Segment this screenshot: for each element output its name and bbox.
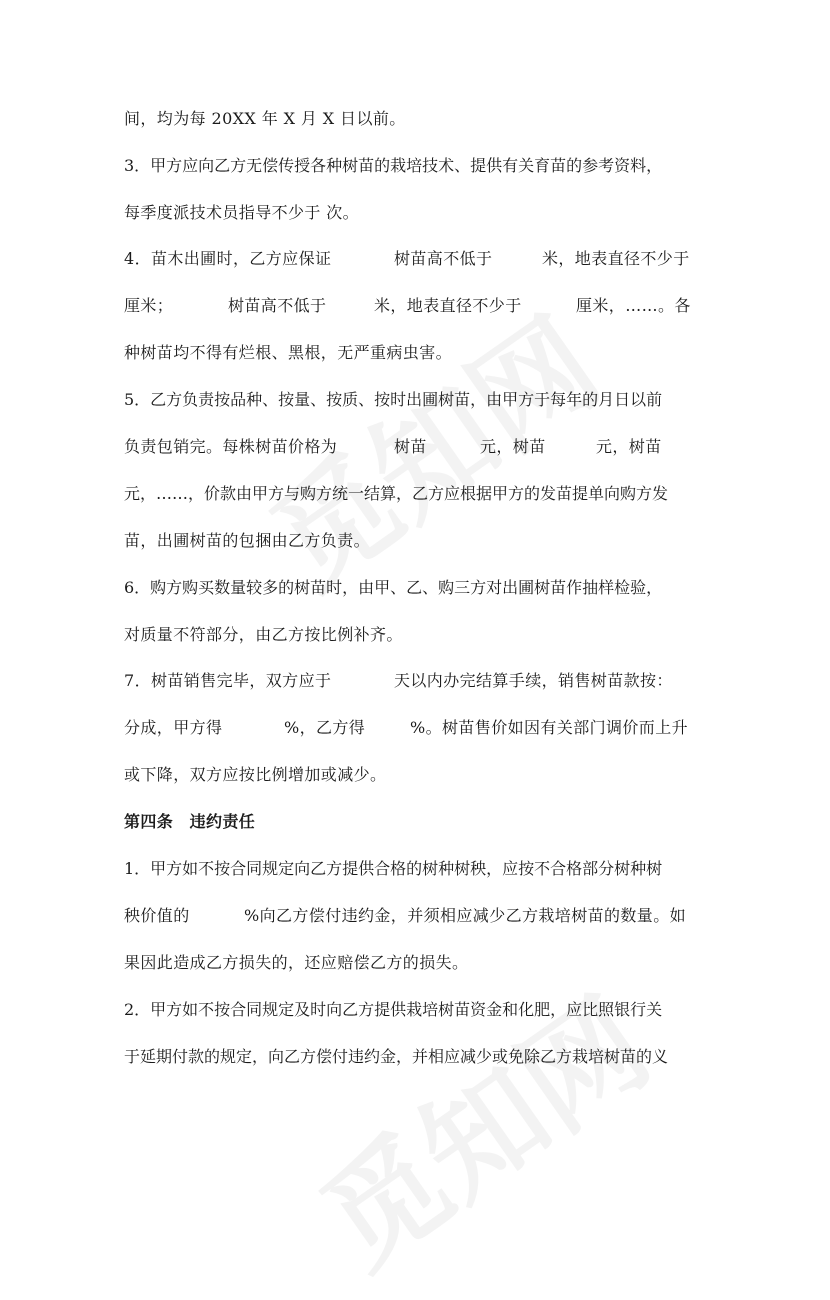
text-segment: 秧价值的 bbox=[124, 906, 190, 925]
text-line: 对质量不符部分，由乙方按比例补齐。 bbox=[124, 625, 403, 644]
text-line bbox=[124, 577, 694, 599]
text-line bbox=[124, 155, 694, 177]
text-line bbox=[124, 389, 694, 411]
text-line-content: 5．乙方负责按品种、按量、按质、按时出圃树苗，由甲方于每年的月日以前 bbox=[124, 390, 663, 409]
text-line-content: 6．购方购买数量较多的树苗时，由甲、乙、购三方对出圃树苗作抽样检验， bbox=[124, 578, 663, 597]
text-line bbox=[124, 1046, 694, 1068]
text-segment: 米，地表直径不少于 bbox=[542, 249, 690, 268]
text-segment: %向乙方偿付违约金，并须相应减少乙方栽培树苗的数量。如 bbox=[244, 906, 687, 925]
text-line-content: 于延期付款的规定，向乙方偿付违约金，并相应减少或免除乙方栽培树苗的义 bbox=[124, 1047, 669, 1066]
text-segment: 厘米，……。各 bbox=[576, 296, 691, 315]
text-segment: %。树苗售价如因有关部门调价而上升 bbox=[410, 718, 689, 737]
text-line bbox=[124, 858, 694, 880]
text-segment: 元，树苗 bbox=[596, 437, 662, 456]
text-line: 间，均为每 20XX 年 X 月 X 日以前。 bbox=[124, 109, 406, 128]
text-segment: %，乙方得 bbox=[284, 718, 366, 737]
text-line: 苗，出圃树苗的包捆由乙方负责。 bbox=[124, 531, 371, 550]
text-segment: 树苗高不低于 bbox=[394, 249, 493, 268]
text-line: 果因此造成乙方损失的，还应赔偿乙方的损失。 bbox=[124, 953, 469, 972]
text-segment: 7．树苗销售完毕，双方应于 bbox=[124, 671, 332, 690]
text-segment: 4．苗木出圃时，乙方应保证 bbox=[124, 249, 332, 268]
text-segment: 天以内办完结算手续，销售树苗款按： bbox=[394, 671, 673, 690]
text-line bbox=[124, 483, 694, 505]
text-segment: 树苗高不低于 bbox=[228, 296, 327, 315]
text-segment: 米，地表直径不少于 bbox=[374, 296, 522, 315]
text-line-content: 1．甲方如不按合同规定向乙方提供合格的树种树秧，应按不合格部分树种树 bbox=[124, 859, 663, 878]
text-segment: 分成，甲方得 bbox=[124, 718, 223, 737]
text-line: 每季度派技术员指导不少于 次。 bbox=[124, 203, 360, 222]
text-line-content: 3．甲方应向乙方无偿传授各种树苗的栽培技术、提供有关育苗的参考资料， bbox=[124, 156, 663, 175]
section-heading: 第四条 违约责任 bbox=[124, 812, 256, 831]
text-segment: 负责包销完。每株树苗价格为 bbox=[124, 437, 338, 456]
text-segment: 厘米； bbox=[124, 296, 174, 315]
text-line: 或下降，双方应按比例增加或减少。 bbox=[124, 765, 387, 784]
text-line bbox=[124, 999, 694, 1021]
text-segment: 元，树苗 bbox=[480, 437, 546, 456]
text-line: 种树苗均不得有烂根、黑根，无严重病虫害。 bbox=[124, 343, 453, 362]
text-line-content: 2．甲方如不按合同规定及时向乙方提供栽培树苗资金和化肥，应比照银行关 bbox=[124, 1000, 663, 1019]
text-line-content: 元，……，价款由甲方与购方统一结算，乙方应根据甲方的发苗提单向购方发 bbox=[124, 484, 669, 503]
text-segment: 树苗 bbox=[394, 437, 427, 456]
